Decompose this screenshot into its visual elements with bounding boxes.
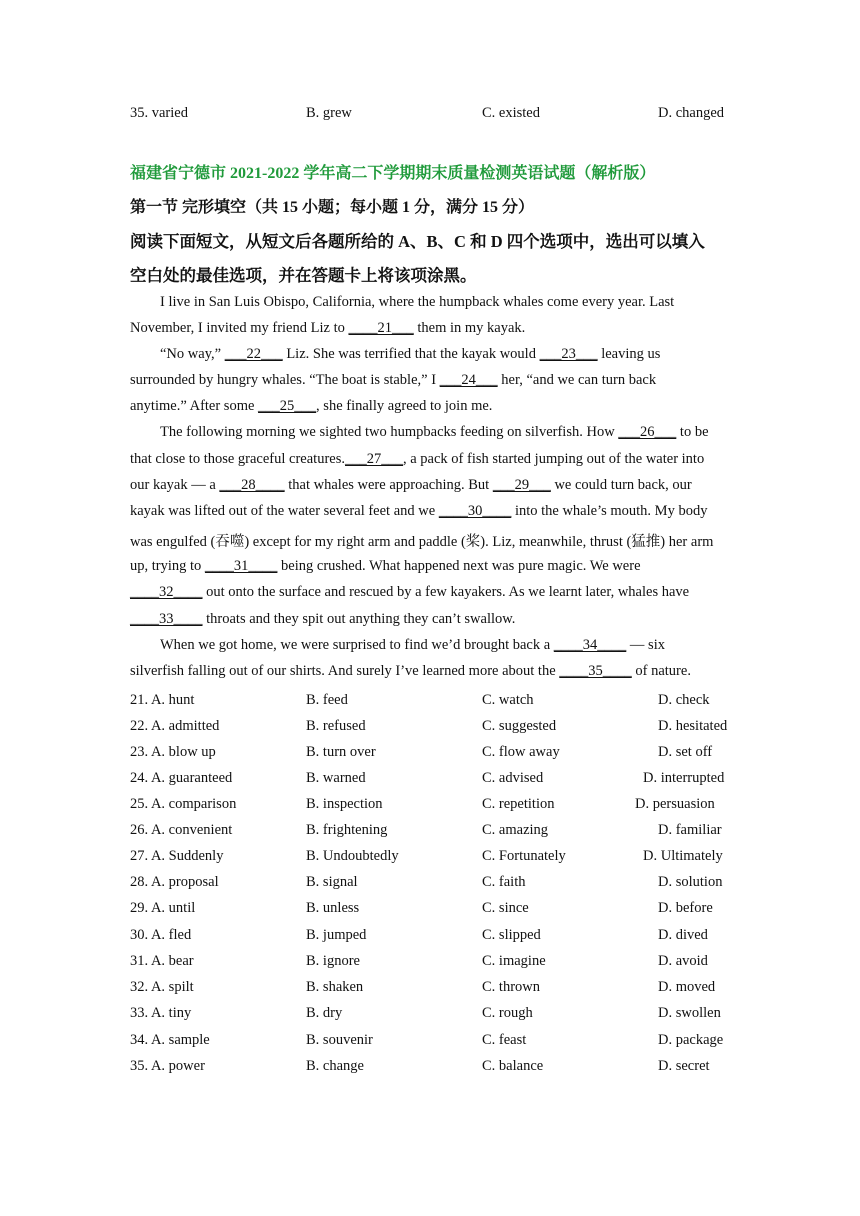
passage-line xyxy=(130,558,641,575)
question-row xyxy=(0,976,860,998)
option-b: B. shaken xyxy=(306,979,364,995)
passage-text: we could turn back, our xyxy=(550,477,692,493)
passage-line xyxy=(130,451,704,468)
question-row xyxy=(0,767,860,789)
passage-text: November, I invited my friend Liz to xyxy=(130,320,349,336)
option-a: 27. A. Suddenly xyxy=(130,848,224,864)
option-d: D. before xyxy=(658,900,713,916)
question-row xyxy=(0,924,860,946)
passage-text: into the whale’s mouth. My body xyxy=(511,503,708,519)
document-title: 福建省宁德市 2021-2022 学年高二下学期期末质量检测英语试题（解析版） xyxy=(130,165,656,182)
passage-text: to be xyxy=(676,424,709,440)
prev-option-a xyxy=(130,102,188,124)
option-c: C. faith xyxy=(482,874,526,890)
option-c: C. feast xyxy=(482,1032,527,1048)
prev-question-row xyxy=(0,102,860,124)
option-a: 30. A. fled xyxy=(130,927,192,943)
option-c: C. slipped xyxy=(482,927,541,943)
option-b: B. signal xyxy=(306,874,358,890)
passage-line xyxy=(130,503,707,520)
option-a: 32. A. spilt xyxy=(130,979,194,995)
prev-option-d: D. changed xyxy=(658,105,725,121)
option-d: D. hesitated xyxy=(658,718,728,734)
passage-line xyxy=(130,320,525,337)
option-b: B. Undoubtedly xyxy=(306,848,399,864)
option-c: C. since xyxy=(482,900,529,916)
question-row xyxy=(0,689,860,711)
option-a: 24. A. guaranteed xyxy=(130,770,233,786)
question-row xyxy=(0,950,860,972)
blank-23: ___23___ xyxy=(539,346,598,362)
option-d: D. moved xyxy=(658,979,716,995)
option-a: 26. A. convenient xyxy=(130,822,233,838)
option-c: C. balance xyxy=(482,1058,544,1074)
passage-text: that close to those graceful creatures. xyxy=(130,451,345,467)
blank-24: ___24___ xyxy=(439,372,498,388)
option-d: D. familiar xyxy=(658,822,722,838)
question-row xyxy=(0,741,860,763)
option-c: C. repetition xyxy=(482,796,555,812)
passage-text: them in my kayak. xyxy=(413,320,526,336)
passage-line xyxy=(130,584,689,601)
option-d: D. Ultimately xyxy=(643,848,723,864)
option-b: B. ignore xyxy=(306,953,360,969)
option-a: 29. A. until xyxy=(130,900,196,916)
passage-text: throats and they spit out anything they can’t swallow. xyxy=(202,611,516,627)
prev-question-number: 35. xyxy=(130,105,149,121)
passage-text: out onto the surface and rescued by a few kayakers. As we learnt later, whales have xyxy=(202,584,690,600)
option-b: B. frightening xyxy=(306,822,388,838)
option-b: B. jumped xyxy=(306,927,367,943)
option-d: D. set off xyxy=(658,744,713,760)
blank-29: ___29___ xyxy=(492,477,551,493)
question-row xyxy=(0,897,860,919)
blank-31: ____31____ xyxy=(204,558,278,574)
option-b: B. warned xyxy=(306,770,366,786)
passage-text: her, “and we can turn back xyxy=(497,372,657,388)
blank-26: ___26___ xyxy=(618,424,677,440)
passage-text: The following morning we sighted two humpbacks feeding on silverfish. How xyxy=(160,424,619,440)
blank-35: ____35____ xyxy=(559,663,632,679)
passage-text: silverfish falling out of our shirts. And surely I’ve learned more about the xyxy=(130,663,560,679)
option-d: D. swollen xyxy=(658,1005,721,1021)
option-d: D. package xyxy=(658,1032,724,1048)
option-d: D. secret xyxy=(658,1058,710,1074)
passage-line xyxy=(130,398,492,415)
blank-30: ____30____ xyxy=(438,503,512,519)
passage-text: Liz. She was terrified that the kayak would xyxy=(282,346,540,362)
blank-21: ____21___ xyxy=(348,320,414,336)
blank-34: ____34____ xyxy=(553,637,627,653)
option-c: C. flow away xyxy=(482,744,560,760)
passage-text: , she finally agreed to join me. xyxy=(316,398,493,414)
option-a: 31. A. bear xyxy=(130,953,194,969)
blank-22: ___22___ xyxy=(224,346,283,362)
option-b: B. unless xyxy=(306,900,360,916)
option-c: C. Fortunately xyxy=(482,848,566,864)
option-b: B. feed xyxy=(306,692,348,708)
option-d: D. persuasion xyxy=(635,796,715,812)
question-row xyxy=(0,819,860,841)
blank-28: ___28____ xyxy=(219,477,285,493)
option-b: B. inspection xyxy=(306,796,383,812)
prev-option-b: B. grew xyxy=(306,105,352,121)
question-row xyxy=(0,845,860,867)
option-d: D. solution xyxy=(658,874,723,890)
passage-line: I live in San Luis Obispo, California, where the humpback whales come every year. Last xyxy=(160,294,675,310)
question-row xyxy=(0,1029,860,1051)
option-a: 22. A. admitted xyxy=(130,718,220,734)
option-d: D. check xyxy=(658,692,710,708)
question-row xyxy=(0,715,860,737)
passage-text: leaving us xyxy=(597,346,661,362)
passage-text: When we got home, we were surprised to find we’d brought back a xyxy=(160,637,554,653)
blank-33: ____33____ xyxy=(130,611,203,627)
passage-line xyxy=(160,346,660,363)
passage-text: up, trying to xyxy=(130,558,205,574)
section-header: 第一节 完形填空（共 15 小题；每小题 1 分，满分 15 分） xyxy=(130,199,535,216)
option-a: 23. A. blow up xyxy=(130,744,216,760)
passage-text: kayak was lifted out of the water several feet and we xyxy=(130,503,439,519)
option-c: C. imagine xyxy=(482,953,546,969)
passage-text: our kayak — a xyxy=(130,477,220,493)
passage-text: — six xyxy=(626,637,665,653)
passage-line xyxy=(130,663,691,680)
passage-line xyxy=(160,424,709,441)
option-a: 25. A. comparison xyxy=(130,796,237,812)
option-a: 33. A. tiny xyxy=(130,1005,192,1021)
prev-option-a-text: varied xyxy=(151,105,188,121)
passage-text: surrounded by hungry whales. “The boat is stable,” I xyxy=(130,372,440,388)
option-a: 21. A. hunt xyxy=(130,692,195,708)
passage-text: that whales were approaching. But xyxy=(284,477,493,493)
option-c: C. suggested xyxy=(482,718,557,734)
option-b: B. refused xyxy=(306,718,366,734)
option-b: B. dry xyxy=(306,1005,343,1021)
prev-option-c: C. existed xyxy=(482,105,540,121)
option-b: B. souvenir xyxy=(306,1032,373,1048)
option-c: C. watch xyxy=(482,692,534,708)
passage-text: , a pack of fish started jumping out of the water into xyxy=(403,451,705,467)
passage-line xyxy=(130,611,515,628)
blank-25: ___25___ xyxy=(258,398,317,414)
option-c: C. advised xyxy=(482,770,544,786)
option-c: C. thrown xyxy=(482,979,540,995)
passage-line xyxy=(130,372,656,389)
instruction-line-2: 空白处的最佳选项，并在答题卡上将该项涂黑。 xyxy=(130,266,477,285)
option-c: C. amazing xyxy=(482,822,549,838)
passage-line xyxy=(130,477,692,494)
blank-27: ___27___ xyxy=(345,451,403,467)
passage-line xyxy=(160,637,665,654)
option-a: 35. A. power xyxy=(130,1058,205,1074)
question-row xyxy=(0,793,860,815)
option-d: D. interrupted xyxy=(643,770,725,786)
option-c: C. rough xyxy=(482,1005,533,1021)
option-a: 28. A. proposal xyxy=(130,874,219,890)
question-row xyxy=(0,871,860,893)
option-b: B. turn over xyxy=(306,744,376,760)
passage-text: being crushed. What happened next was pure magic. We were xyxy=(277,558,641,574)
option-b: B. change xyxy=(306,1058,364,1074)
option-d: D. dived xyxy=(658,927,708,943)
passage-line: was engulfed (吞噬) except for my right arm and paddle (桨). Liz, meanwhile, thrust (猛推) her arm xyxy=(130,534,714,550)
passage-text: “No way,” xyxy=(160,346,225,362)
instruction-line-1: 阅读下面短文，从短文后各题所给的 A、B、C 和 D 四个选项中，选出可以填入 xyxy=(130,232,705,251)
passage-text: anytime.” After some xyxy=(130,398,259,414)
question-row xyxy=(0,1055,860,1077)
option-a: 34. A. sample xyxy=(130,1032,210,1048)
blank-32: ____32____ xyxy=(130,584,203,600)
option-d: D. avoid xyxy=(658,953,708,969)
passage-text: of nature. xyxy=(631,663,691,679)
question-row xyxy=(0,1002,860,1024)
